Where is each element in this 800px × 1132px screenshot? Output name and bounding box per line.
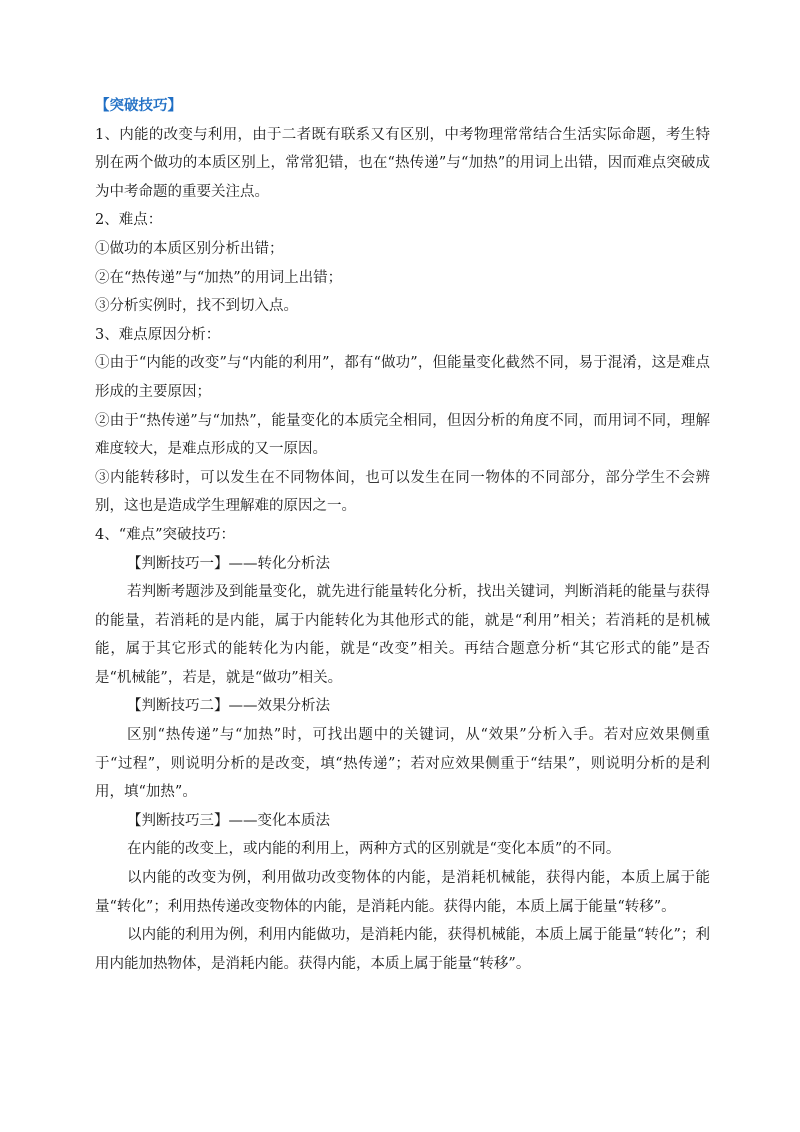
technique-2-body: 区别“热传递”与“加热”时，可找出题中的关键词，从“效果”分析入手。若对应效果侧重于“过程”，则说明分析的是改变，填“热传递”；若对应效果侧重于“结果”，则说明分析的是利用，填“加热”。 — [95, 727, 710, 801]
paragraph-8: ②由于“热传递”与“加热”，能量变化的本质完全相同，但因分析的角度不同，而用词不同，理解难度较大，是难点形成的又一原因。 — [95, 412, 710, 458]
paragraph-6: 3、难点原因分析： — [95, 326, 221, 343]
technique-2-heading: 【判断技巧二】——效果分析法 — [127, 698, 330, 715]
technique-3-body-3: 以内能的利用为例，利用内能做功，是消耗内能，获得机械能，本质上属于能量“转化”；利用内能加热物体，是消耗内能。获得内能，本质上属于能量“转移”。 — [95, 927, 710, 972]
technique-3-body-1: 在内能的改变上，或内能的利用上，两种方式的区别就是“变化本质”的不同。 — [127, 841, 621, 858]
paragraph-3: ①做功的本质区别分析出错； — [95, 240, 284, 257]
paragraph-5: ③分析实例时，找不到切入点。 — [95, 298, 298, 315]
technique-1-body: 若判断考题涉及到能量变化，就先进行能量转化分析，找出关键词，判断消耗的能量与获得的能量，若消耗的是内能，属于内能转化为其他形式的能，就是“利用”相关；若消耗的是机械能，属于其它形式的能转化为内能，就是“改变”相关。再结合题意分析“其它形式的能”是否是“机械能”，若是，就是“做功”相关。 — [95, 584, 710, 686]
paragraph-1: 1、内能的改变与利用，由于二者既有联系又有区别，中考物理常常结合生活实际命题，考生特别在两个做功的本质区别上，常常犯错，也在“热传递”与“加热”的用词上出错，因而难点突破成为中考命题的重要关注点。 — [95, 126, 710, 200]
document-body — [95, 92, 710, 978]
paragraph-10: 4、“难点”突破技巧： — [95, 526, 236, 543]
section-title: 【突破技巧】 — [95, 98, 182, 114]
technique-3-heading: 【判断技巧三】——变化本质法 — [127, 812, 330, 829]
technique-1-heading: 【判断技巧一】——转化分析法 — [127, 555, 330, 572]
paragraph-9: ③内能转移时，可以发生在不同物体间，也可以发生在同一物体的不同部分，部分学生不会辨别，这也是造成学生理解难的原因之一。 — [95, 469, 710, 515]
paragraph-2: 2、难点： — [95, 212, 163, 229]
paragraph-4: ②在“热传递”与“加热”的用词上出错； — [95, 269, 343, 286]
paragraph-7: ①由于“内能的改变”与“内能的利用”，都有“做功”，但能量变化截然不同，易于混淆，这是难点形成的主要原因； — [95, 355, 710, 400]
technique-3-body-2: 以内能的改变为例，利用做功改变物体的内能，是消耗机械能，获得内能，本质上属于能量“转化”；利用热传递改变物体的内能，是消耗内能。获得内能，本质上属于能量“转移”。 — [95, 870, 710, 915]
